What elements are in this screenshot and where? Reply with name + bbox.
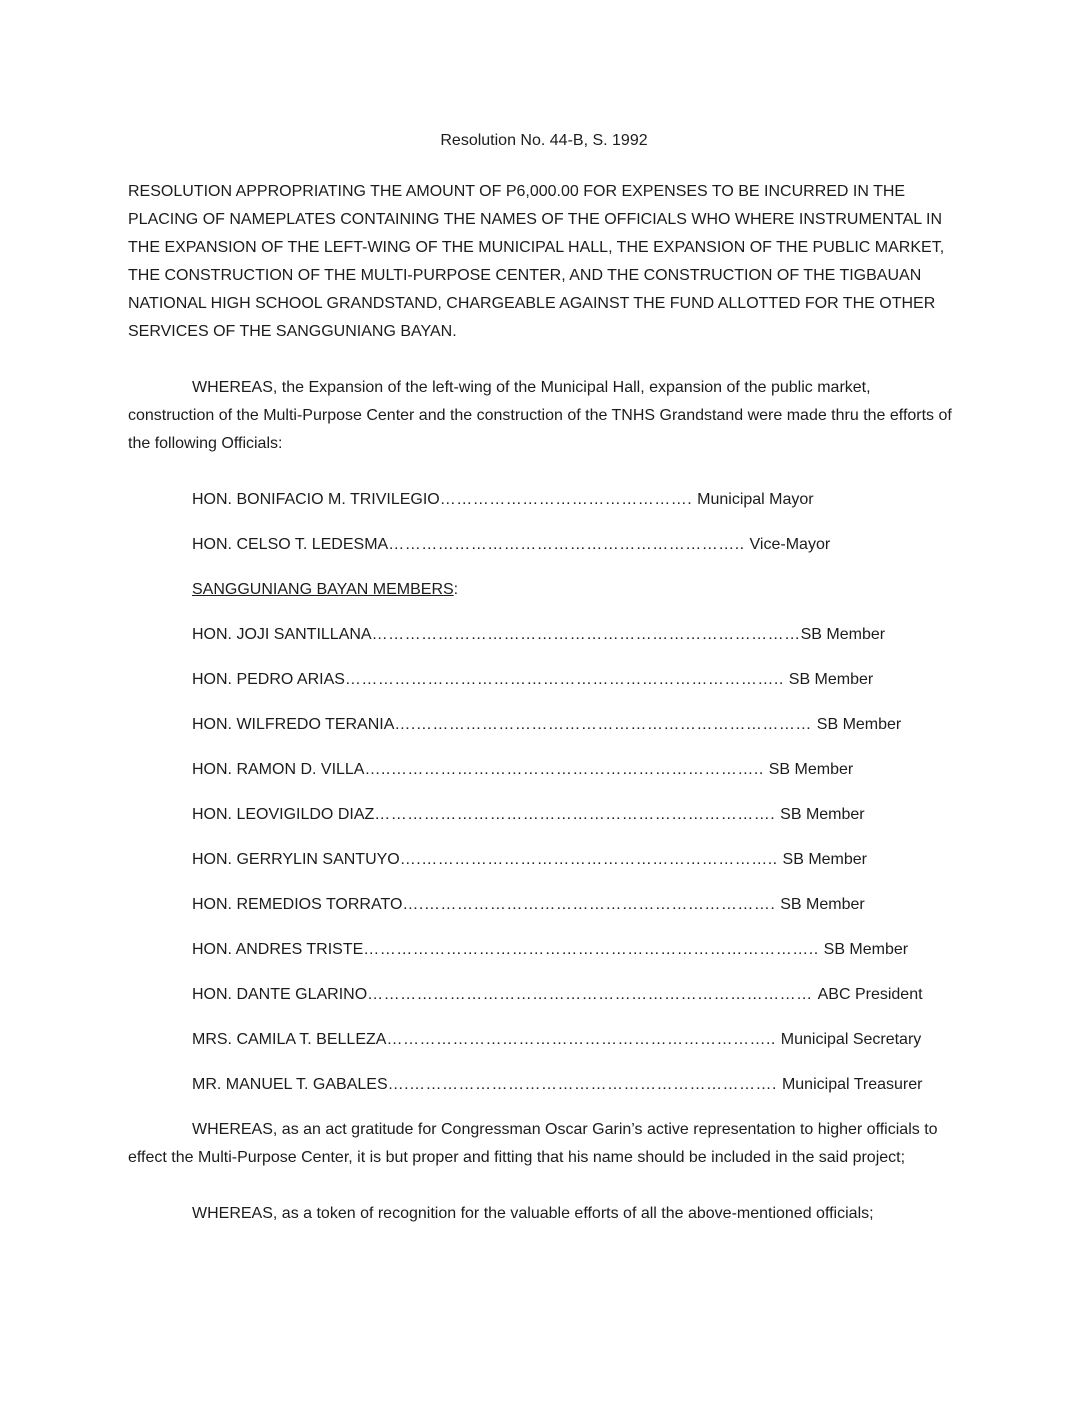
official-name: HON. JOJI SANTILLANA (192, 626, 372, 643)
member-row (192, 981, 960, 1009)
member-row (192, 756, 960, 784)
dot-leader: …………………………………………………………………….. (344, 671, 789, 688)
sb-members-section-header (192, 576, 960, 604)
official-role: Vice-Mayor (749, 536, 831, 553)
resolution-title: Resolution No. 44-B, S. 1992 (440, 132, 648, 149)
member-row (192, 846, 960, 874)
official-row-municipal-mayor (192, 486, 960, 514)
resolution-heading-paragraph: RESOLUTION APPROPRIATING THE AMOUNT OF P6,000.00 FOR EXPENSES TO BE INCURRED IN THE PLACING OF NAMEPLATES CONTAINING THE NAMES OF THE OFFICIALS WHO WHERE INSTRUMENTAL IN THE EXPANSION OF THE LEFT-WING OF THE MUNICIPAL HALL, THE EXPANSION OF THE PUBLIC MARKET, THE CONSTRUCTION OF THE MULTI-PURPOSE CENTER, AND THE CONSTRUCTION OF THE TIGBAUAN NATIONAL HIGH SCHOOL GRANDSTAND, CHARGEABLE AGAINST THE FUND ALLOTTED FOR THE OTHER SERVICES OF THE SANGGUNIANG BAYAN. (128, 183, 945, 340)
official-role: SB Member (780, 806, 865, 823)
official-name: HON. DANTE GLARINO (192, 986, 368, 1003)
official-name: HON. REMEDIOS TORRATO (192, 896, 403, 913)
official-role: Municipal Secretary (780, 1031, 922, 1048)
official-name: HON. ANDRES TRISTE (192, 941, 364, 958)
member-row (192, 666, 960, 694)
section-header-colon: : (453, 581, 459, 598)
dot-leader: ………………………………………………………………. (374, 806, 781, 823)
official-name: HON. BONIFACIO M. TRIVILEGIO (192, 491, 440, 508)
dot-leader: ……………………………………………………………………….. (363, 941, 824, 958)
member-row (192, 891, 960, 919)
official-role: ABC President (817, 986, 923, 1003)
official-name: HON. GERRYLIN SANTUYO (192, 851, 400, 868)
member-row (192, 621, 960, 649)
official-name: HON. LEOVIGILDO DIAZ (192, 806, 375, 823)
member-row (192, 711, 960, 739)
section-header-text: SANGGUNIANG BAYAN MEMBERS (192, 581, 454, 598)
member-row (192, 801, 960, 829)
member-row (192, 1071, 960, 1099)
official-role: SB Member (800, 626, 886, 643)
dot-leader: ….………………………………………………………. (402, 896, 781, 913)
official-name: HON. RAMON D. VILLA (192, 761, 365, 778)
official-role: SB Member (780, 896, 865, 913)
dot-leader: ….…………………………………………………………. (387, 1076, 782, 1093)
member-row (192, 1026, 960, 1054)
dot-leader: ….……………………………………………………….. (399, 851, 783, 868)
official-name: HON. CELSO T. LEDESMA (192, 536, 389, 553)
official-name: HON. WILFREDO TERANIA (192, 716, 395, 733)
whereas-garin-paragraph: WHEREAS, as an act gratitude for Congressman Oscar Garin’s active representation to higher officials to effect the Multi-Purpose Center, it is but proper and fitting that his name should be included in the said project; (128, 1121, 938, 1166)
official-role: SB Member (768, 761, 854, 778)
official-role: Municipal Mayor (697, 491, 814, 508)
dot-leader: …………………………………………………………………… (371, 626, 801, 643)
dot-leader: ….……………………………………………………………… (394, 716, 817, 733)
officials-roster (128, 486, 960, 1099)
dot-leader: …………………………………………………………….. (386, 1031, 781, 1048)
official-name: HON. PEDRO ARIAS (192, 671, 345, 688)
official-role: SB Member (782, 851, 867, 868)
member-row (192, 936, 960, 964)
dot-leader: ……………………………………………………………………… (367, 986, 818, 1003)
official-role: SB Member (788, 671, 874, 688)
dot-leader: …..………………………………………………………….. (364, 761, 769, 778)
official-role: SB Member (823, 941, 909, 958)
official-name: MRS. CAMILA T. BELLEZA (192, 1031, 387, 1048)
official-role: SB Member (816, 716, 902, 733)
closing-paragraphs (128, 1116, 960, 1228)
official-role: Municipal Treasurer (781, 1076, 923, 1093)
whereas-token-paragraph: WHEREAS, as a token of recognition for the valuable efforts of all the above-mentioned officials; (192, 1205, 874, 1222)
dot-leader: ……………………………………………………….. (388, 536, 750, 553)
official-row-vice-mayor (192, 531, 960, 559)
dot-leader: ………………………………………. (439, 491, 698, 508)
official-name: MR. MANUEL T. GABALES (192, 1076, 388, 1093)
whereas-intro-paragraph: WHEREAS, the Expansion of the left-wing of the Municipal Hall, expansion of the public market, construction of the Multi-Purpose Center and the construction of the TNHS Grandstand were made thru the efforts of the following Officials: (128, 379, 952, 452)
